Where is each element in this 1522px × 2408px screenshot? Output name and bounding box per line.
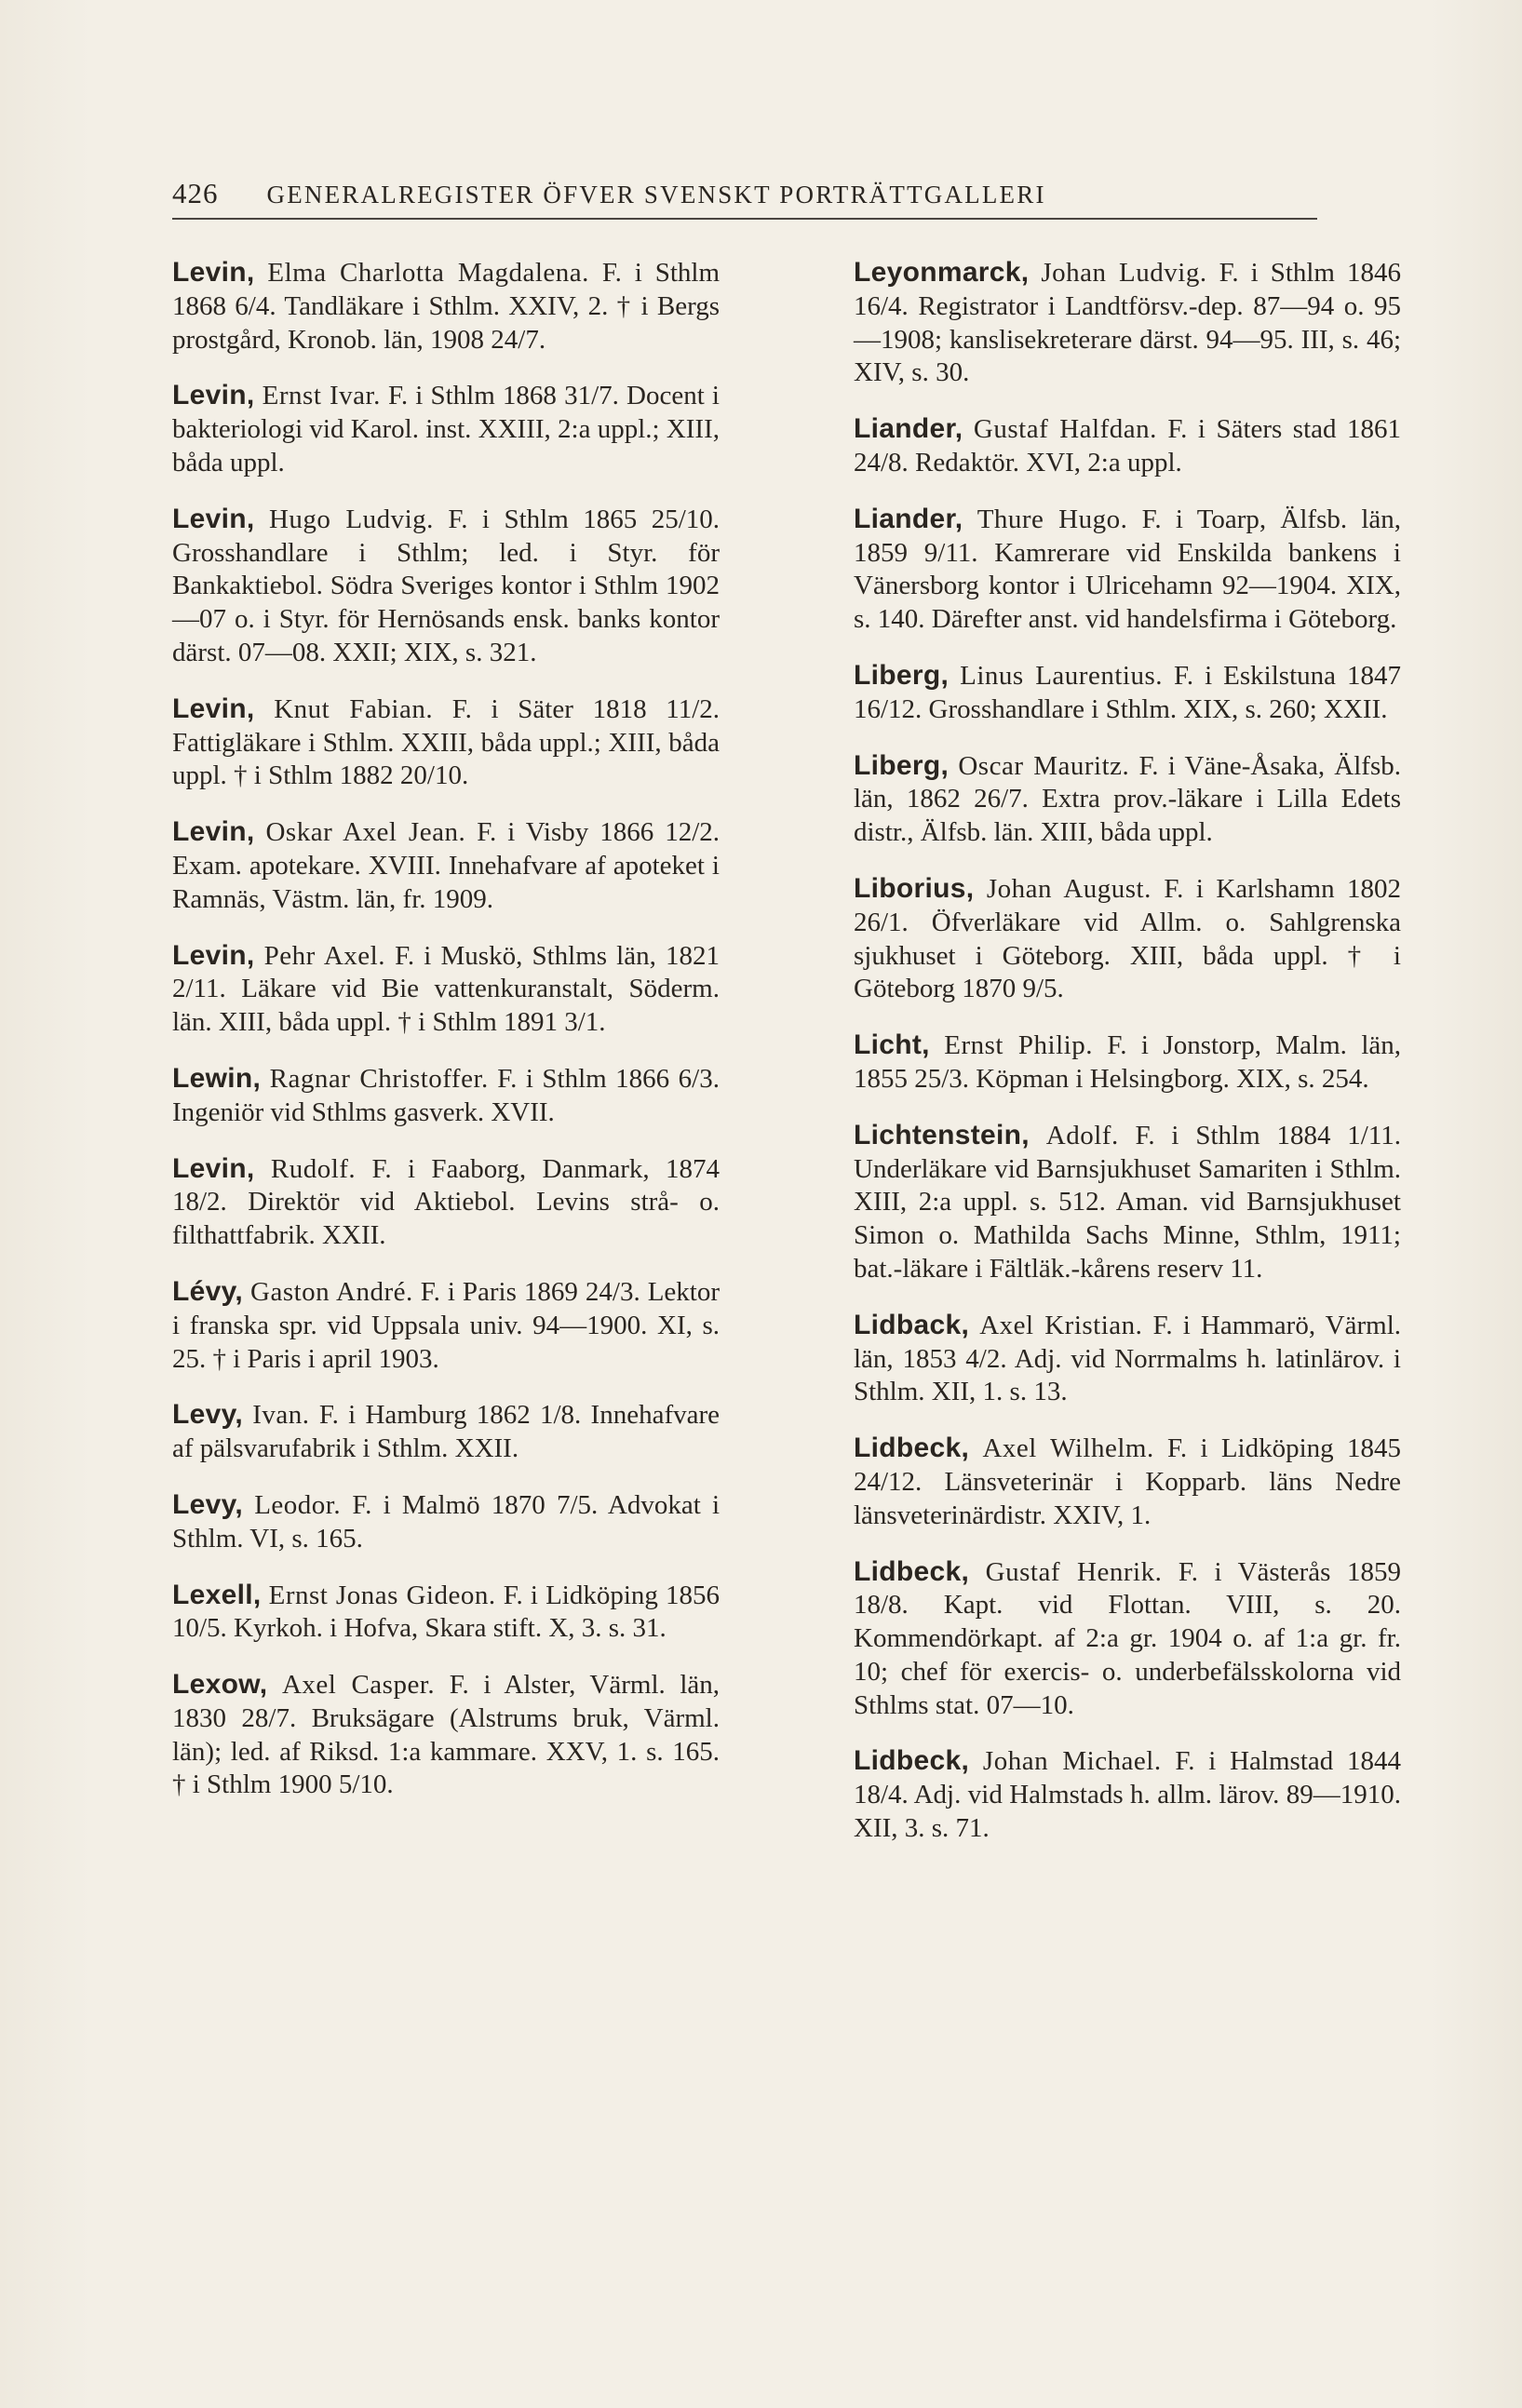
entry-surname: Levin, [172,939,255,971]
entry-details: F. i Sthlm 1866 6/3. Ingeniör vid Sthlms gasverk. XVII. [172,1063,720,1127]
entry-surname: Licht, [854,1029,930,1061]
entry-details: F. i Halmstad 1844 18/4. Adj. vid Halmstads h. allm. lärov. 89—1910. XII, 3. s. 71. [854,1746,1402,1844]
entry-details: F. i Paris 1869 24/3. Lektor i franska spr. vid Uppsala univ. 94—1900. XI, s. 25. † i Paris i april 1903. [172,1276,720,1374]
register-entry [172,693,720,793]
entry-surname: Levin, [172,380,255,411]
entry-surname: Liander, [854,413,963,445]
entry-details: F. i Malmö 1870 7/5. Advokat i Sthlm. VI, s. 165. [172,1489,721,1554]
entry-details: F. i Visby 1866 12/2. Exam. apotekare. XVIII. Innehafvare af apoteket i Ramnäs, Västm. län, fr. 1909. [172,817,720,914]
entry-details: F. i Eskilstuna 1847 16/12. Grosshandlare i Sthlm. XIX, s. 260; XXII. [854,660,1402,724]
entry-given-names: Hugo Ludvig. [268,504,434,534]
entry-details: F. i Sthlm 1868 31/7. Docent i bakteriologi vid Karol. inst. XXIII, 2:a uppl.; XIII, båda uppl. [172,381,720,478]
entry-given-names: Elma Charlotta Magdalena. [267,258,589,288]
entry-surname: Levy, [172,1488,243,1520]
entry-details: F. i Västerås 1859 18/8. Kapt. vid Flottan. VIII, s. 20. Kommendörkapt. af 2:a gr. 1904 o. af 1:a gr. fr. 10; chef för exercis- o. underbefälsskolorna vid Sthlms stat. 07—10. [854,1556,1402,1720]
entry-surname: Liberg, [854,659,950,691]
entry-given-names: Oscar Mauritz. [958,750,1130,781]
entry-surname: Levin, [172,693,255,724]
entry-given-names: Axel Casper. [281,1670,436,1701]
entry-surname: Lexell, [172,1579,262,1610]
entry-given-names: Johan Michael. [982,1746,1162,1777]
register-entry [172,1579,720,1647]
entry-given-names: Ernst Philip. [944,1030,1093,1061]
entry-surname: Levin, [172,816,255,848]
register-entry [172,1668,720,1802]
entry-surname: Liborius, [854,872,975,904]
entry-details: F. i Toarp, Älfsb. län, 1859 9/11. Kamrerare vid Enskilda bankens i Vänersborg kontor i Ulricehamn 92—1904. XIX, s. 140. Därefter anst. vid handelsfirma i Göteborg. [854,504,1402,635]
register-entry [172,1398,720,1466]
entry-given-names: Oskar Axel Jean. [265,817,466,848]
entry-surname: Lewin, [172,1062,262,1094]
entry-surname: Levin, [172,257,255,288]
entry-surname: Leyonmarck, [854,257,1030,288]
register-entry [172,939,720,1040]
entry-surname: Levin, [172,503,255,534]
entry-given-names: Ivan. [252,1400,310,1431]
register-entry [854,503,1401,637]
entry-given-names: Leodor. [254,1489,342,1520]
entry-details: F. i Hamburg 1862 1/8. Innehafvare af pälsvarufabrik i Sthlm. XXII. [172,1400,721,1464]
register-entry [172,815,720,916]
entry-surname: Lidbeck, [854,1745,970,1777]
register-entry [172,1275,720,1376]
register-entry [172,1488,720,1556]
entry-details: F. i Sthlm 1868 6/4. Tandläkare i Sthlm. XXIV, 2. † i Bergs prostgård, Kronob. län, 1908 24/7. [172,258,721,355]
entry-details: F. i Muskö, Sthlms län, 1821 2/11. Läkare vid Bie vattenkuranstalt, Söderm. län. XIII, båda uppl. † i Sthlm 1891 3/1. [172,940,721,1038]
register-entry [854,1432,1401,1532]
entry-details: F. i Lidköping 1856 10/5. Kyrkoh. i Hofva, Skara stift. X, 3. s. 31. [172,1580,721,1644]
register-entry [854,1309,1401,1409]
entry-details: F. i Jonstorp, Malm. län, 1855 25/3. Köpman i Helsingborg. XIX, s. 254. [854,1030,1402,1094]
entry-given-names: Rudolf. [270,1153,357,1184]
entry-given-names: Ragnar Christoffer. [269,1063,489,1094]
entry-given-names: Axel Wilhelm. [982,1433,1154,1464]
entry-details: F. i Säters stad 1861 24/8. Redaktör. XVI, 2:a uppl. [854,414,1401,478]
entry-given-names: Ernst Jonas Gideon. [268,1580,496,1610]
register-entry [172,1062,720,1130]
register-entry [172,379,720,479]
register-entry [854,256,1401,390]
register-entry [172,256,720,356]
entry-surname: Lexow, [172,1669,268,1701]
entry-surname: Liander, [854,503,963,534]
entry-details: F. i Lidköping 1845 24/12. Länsveterinär i Kopparb. läns Nedre länsveterinärdistr. XXIV, 1. [854,1433,1401,1530]
entry-given-names: Johan Ludvig. [1041,258,1207,288]
entry-details: F. i Faaborg, Danmark, 1874 18/2. Direktör vid Aktiebol. Levins strå- o. filthattfabrik. XXII. [172,1153,720,1251]
entry-given-names: Gaston André. [250,1276,413,1307]
entry-given-names: Adolf. [1045,1120,1119,1150]
entry-details: F. i Säter 1818 11/2. Fattigläkare i Sthlm. XXIII, båda uppl.; XIII, båda uppl. † i Sthlm 1882 20/10. [172,693,721,791]
entry-details: F. i Alster, Värml. län, 1830 28/7. Bruksägare (Alstrums bruk, Värml. län); led. af Riksd. 1:a kammare. XXV, 1. s. 165. † i Sthlm 1900 5/10. [172,1670,721,1800]
entry-surname: Lidback, [854,1309,970,1340]
register-entry [172,503,720,670]
entry-details: F. i Väne-Åsaka, Älfsb. län, 1862 26/7. Extra prov.-läkare i Lilla Edets distr., Älfsb. län. XIII, båda uppl. [854,750,1402,848]
register-entry [854,412,1401,480]
entry-surname: Levy, [172,1399,243,1431]
left-column [172,256,720,1824]
register-entry [854,1119,1401,1286]
entry-given-names: Gustaf Henrik. [985,1556,1163,1587]
page-number: 426 [172,177,219,209]
page-header [172,177,1317,220]
register-entry [854,659,1401,727]
entry-given-names: Knut Fabian. [274,693,434,724]
entry-details: F. i Sthlm 1884 1/11. Underläkare vid Barnsjukhuset Samariten i Sthlm. XIII, 2:a uppl. s. 512. Aman. vid Barnsjukhuset Simon o. Mathilda Sachs Minne, Sthlm, 1911; bat.-läkare i Fältläk.-kårens reserv 11. [854,1120,1402,1284]
entry-surname: Lidbeck, [854,1555,970,1587]
entry-given-names: Thure Hugo. [977,504,1128,534]
entry-given-names: Pehr Axel. [263,940,385,971]
register-entry [854,1744,1401,1845]
right-column [854,256,1401,1868]
entry-surname: Levin, [172,1152,255,1184]
register-entry [172,1152,720,1253]
register-entry [854,749,1401,850]
entry-surname: Lidbeck, [854,1433,970,1464]
register-entry [854,1029,1401,1096]
entry-details: F. i Karlshamn 1802 26/1. Öfverläkare vid Allm. o. Sahlgrenska sjukhuset i Göteborg. XIII, båda uppl. † i Göteborg 1870 9/5. [854,873,1402,1004]
entry-given-names: Ernst Ivar. [262,381,381,411]
entry-given-names: Axel Kristian. [979,1310,1143,1340]
running-title: GENERALREGISTER ÖFVER SVENSKT PORTRÄTTGALLERI [266,181,1046,209]
entry-given-names: Linus Laurentius. [960,660,1163,691]
entry-given-names: Gustaf Halfdan. [973,414,1157,445]
entry-surname: Lichtenstein, [854,1119,1030,1150]
entry-surname: Liberg, [854,749,950,781]
register-entry [854,1555,1401,1723]
entry-details: F. i Sthlm 1846 16/4. Registrator i Landtförsv.-dep. 87—94 o. 95—1908; kanslisekreterare därst. 94—95. III, s. 46; XIV, s. 30. [854,258,1401,388]
entry-details: F. i Sthlm 1865 25/10. Grosshandlare i Sthlm; led. i Styr. för Bankaktiebol. Södra Sveriges kontor i Sthlm 1902—07 o. i Styr. för Hernösands ensk. banks kontor därst. 07—08. XXII; XIX, s. 321. [172,504,721,667]
register-entry [854,872,1401,1006]
entry-surname: Lévy, [172,1275,243,1307]
entry-given-names: Johan August. [986,873,1152,904]
entry-details: F. i Hammarö, Värml. län, 1853 4/2. Adj. vid Norrmalms h. latinlärov. i Sthlm. XII, 1. s. 13. [854,1310,1402,1407]
